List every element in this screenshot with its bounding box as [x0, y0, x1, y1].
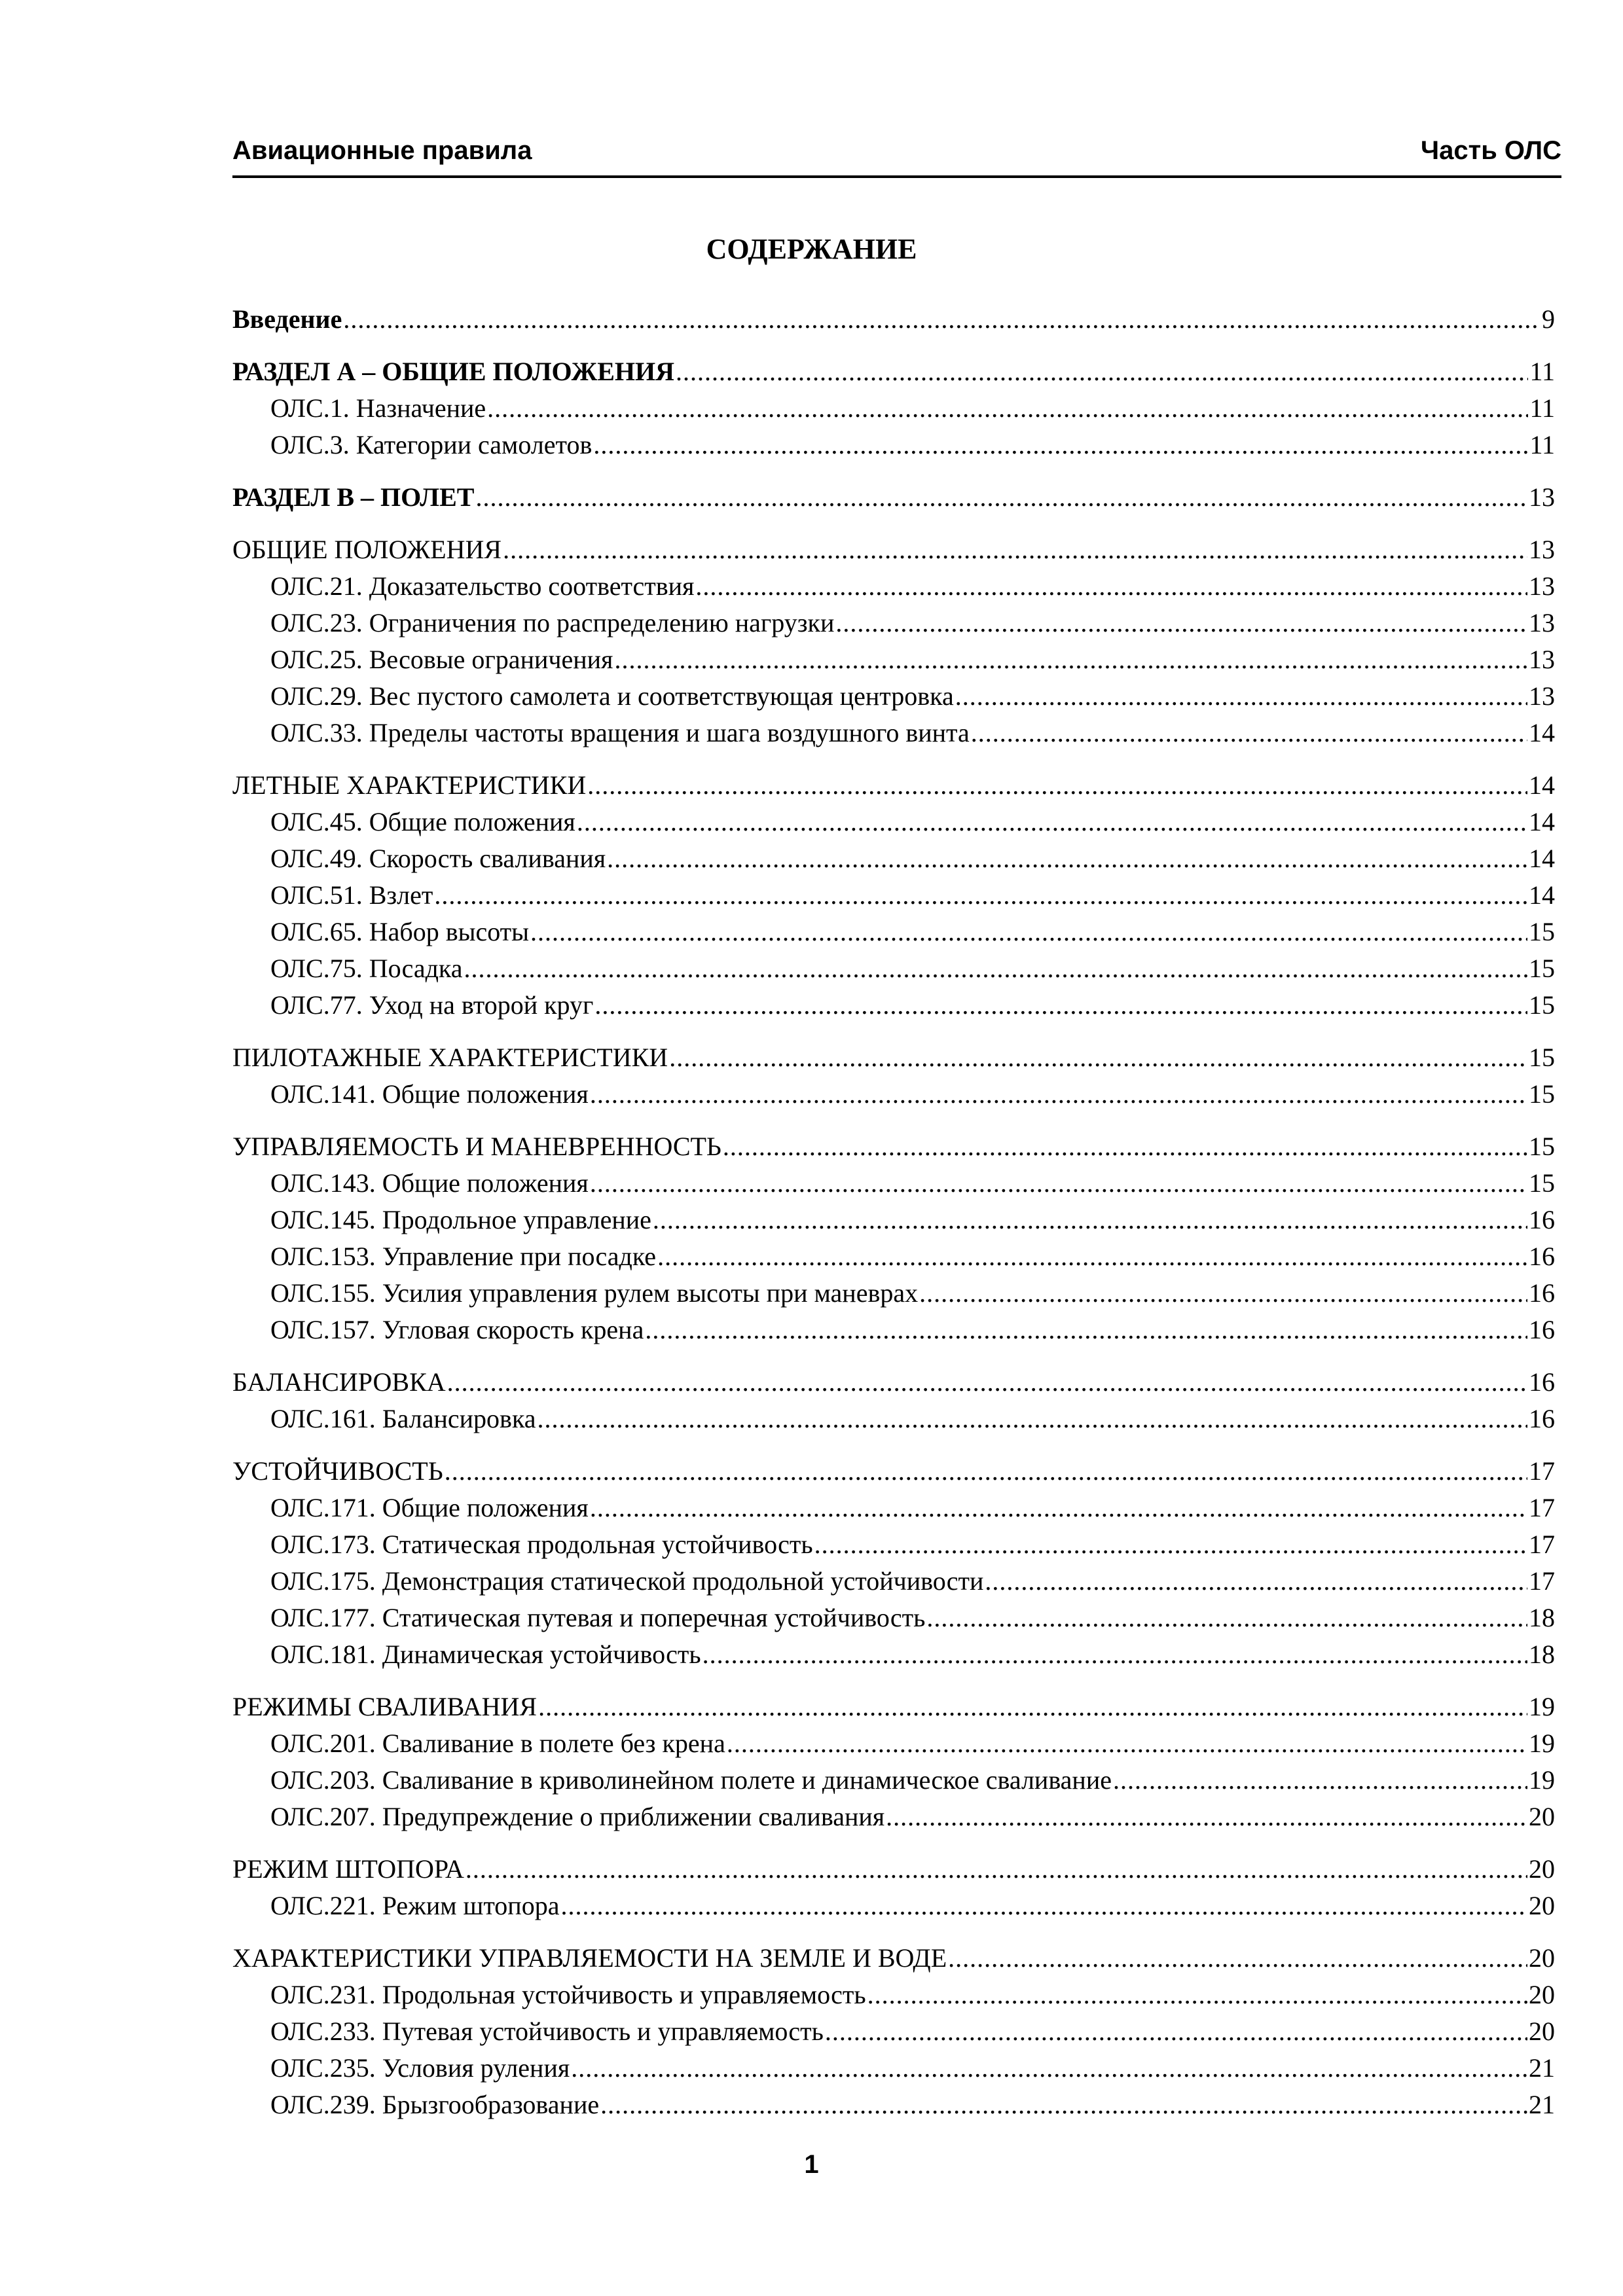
toc-entry — [232, 1888, 1555, 1924]
toc-leader-dots — [985, 1563, 1527, 1600]
toc-entry — [232, 641, 1555, 678]
toc-entry-label: ОЛС.207. Предупреждение о приближении сваливания — [270, 1802, 885, 1831]
toc-section-heading — [232, 531, 1555, 568]
toc-entry-page-number: 18 — [1529, 1603, 1555, 1632]
toc-entry-page-number: 16 — [1529, 1242, 1555, 1271]
toc-entry-label: ЛЕТНЫЕ ХАРАКТЕРИСТИКИ — [232, 770, 587, 800]
toc-entry-page-number: 19 — [1529, 1729, 1555, 1758]
toc-entry — [232, 1076, 1555, 1113]
toc-leader-dots — [971, 715, 1527, 751]
toc-entry-label: ОБЩИЕ ПОЛОЖЕНИЯ — [232, 535, 502, 564]
toc-entry-page-number: 14 — [1529, 844, 1555, 873]
toc-entry-label: ПИЛОТАЖНЫЕ ХАРАКТЕРИСТИКИ — [232, 1043, 668, 1072]
toc-entry — [232, 390, 1555, 427]
toc-entry-page-number: 13 — [1529, 681, 1555, 711]
toc-section-heading — [232, 767, 1555, 804]
toc-entry — [232, 1799, 1555, 1835]
toc-entry — [232, 678, 1555, 715]
toc-leader-dots — [447, 1364, 1527, 1401]
toc-leader-dots — [926, 1600, 1527, 1636]
toc-leader-dots — [702, 1636, 1527, 1673]
toc-entry-label: ОЛС.75. Посадка — [270, 954, 463, 983]
toc-leader-dots — [475, 479, 1527, 516]
toc-entry-page-number: 20 — [1529, 1980, 1555, 2009]
toc-entry-label: РЕЖИМЫ СВАЛИВАНИЯ — [232, 1692, 538, 1721]
toc-entry-label: ОЛС.155. Усилия управления рулем высоты при маневрах — [270, 1278, 919, 1308]
toc-section-heading — [232, 1453, 1555, 1490]
toc-entry-page-number: 16 — [1529, 1278, 1555, 1308]
toc-entry — [232, 840, 1555, 877]
toc-leader-dots — [590, 1490, 1527, 1526]
toc-entry-label: ОЛС.21. Доказательство соответствия — [270, 571, 695, 601]
toc-section-heading — [232, 1039, 1555, 1076]
toc-leader-dots — [560, 1888, 1527, 1924]
toc-entry-label: Введение — [232, 304, 342, 334]
toc-leader-dots — [645, 1312, 1527, 1348]
toc-leader-dots — [577, 804, 1527, 840]
toc-leader-dots — [1113, 1762, 1527, 1799]
toc-entry — [232, 1312, 1555, 1348]
toc-leader-dots — [600, 2087, 1527, 2123]
toc-leader-dots — [590, 1076, 1527, 1113]
toc-leader-dots — [653, 1202, 1527, 1238]
toc-entry — [232, 950, 1555, 987]
toc-entry — [232, 568, 1555, 605]
toc-section-heading — [232, 1940, 1555, 1977]
toc-leader-dots — [919, 1275, 1527, 1312]
toc-entry-page-number: 11 — [1529, 430, 1555, 459]
toc-entry-page-number: 20 — [1529, 1891, 1555, 1920]
toc-entry — [232, 1762, 1555, 1799]
toc-leader-dots — [464, 950, 1527, 987]
toc-entry — [232, 1526, 1555, 1563]
toc-leader-dots — [614, 641, 1527, 678]
toc-leader-dots — [607, 840, 1527, 877]
toc-leader-dots — [587, 767, 1527, 804]
toc-entry-page-number: 15 — [1529, 1079, 1555, 1109]
toc-entry-page-number: 15 — [1529, 917, 1555, 946]
toc-entry — [232, 877, 1555, 914]
toc-entry-label: ОЛС.181. Динамическая устойчивость — [270, 1640, 701, 1669]
toc-entry-page-number: 17 — [1529, 1493, 1555, 1522]
toc-entry-page-number: 15 — [1529, 1132, 1555, 1161]
toc-entry-label: ОЛС.231. Продольная устойчивость и управляемость — [270, 1980, 866, 2009]
toc-entry — [232, 2050, 1555, 2087]
toc-entry-label: ОЛС.65. Набор высоты — [270, 917, 530, 946]
toc-entry-page-number: 9 — [1542, 304, 1555, 334]
toc-section-heading — [232, 1364, 1555, 1401]
toc-entry-page-number: 19 — [1529, 1692, 1555, 1721]
toc-entry-page-number: 17 — [1529, 1530, 1555, 1559]
toc-entry — [232, 605, 1555, 641]
toc-entry-page-number: 13 — [1529, 482, 1555, 512]
toc-entry-label: ОЛС.29. Вес пустого самолета и соответствующая центровка — [270, 681, 954, 711]
toc-entry-page-number: 20 — [1529, 2017, 1555, 2046]
toc-leader-dots — [465, 1851, 1527, 1888]
toc-leader-dots — [445, 1453, 1527, 1490]
toc-leader-dots — [835, 605, 1527, 641]
toc-leader-dots — [503, 531, 1527, 568]
toc-leader-dots — [669, 1039, 1527, 1076]
toc-leader-dots — [538, 1401, 1527, 1437]
toc-entry-page-number: 16 — [1529, 1404, 1555, 1433]
toc-entry-label: ОЛС.171. Общие положения — [270, 1493, 589, 1522]
toc-leader-dots — [814, 1526, 1527, 1563]
toc-entry-label: ОЛС.141. Общие положения — [270, 1079, 589, 1109]
toc-leader-dots — [955, 678, 1527, 715]
toc-entry-label: ОЛС.239. Брызгообразование — [270, 2090, 600, 2119]
toc-entry-label: УСТОЙЧИВОСТЬ — [232, 1456, 443, 1486]
toc-leader-dots — [657, 1238, 1527, 1275]
toc-entry-page-number: 15 — [1529, 954, 1555, 983]
toc-entry — [232, 987, 1555, 1024]
toc-leader-dots — [948, 1940, 1527, 1977]
toc-entry-page-number: 19 — [1529, 1765, 1555, 1795]
toc-entry-label: ОЛС.49. Скорость сваливания — [270, 844, 606, 873]
toc-entry-label: ОЛС.203. Сваливание в криволинейном полете и динамическое сваливание — [270, 1765, 1112, 1795]
toc-entry-page-number: 14 — [1529, 880, 1555, 910]
toc-leader-dots — [825, 2013, 1527, 2050]
toc-entry-label: ОЛС.33. Пределы частоты вращения и шага воздушного винта — [270, 718, 970, 747]
toc-entry — [232, 914, 1555, 950]
toc-leader-dots — [487, 390, 1528, 427]
toc-leader-dots — [886, 1799, 1527, 1835]
toc-entry-page-number: 17 — [1529, 1566, 1555, 1596]
toc-entry-label: ОЛС.177. Статическая путевая и поперечная устойчивость — [270, 1603, 926, 1632]
toc-entry-page-number: 20 — [1529, 1943, 1555, 1973]
toc-entry-page-number: 16 — [1529, 1367, 1555, 1397]
table-of-contents — [232, 301, 1555, 2123]
toc-entry-label: ОЛС.157. Угловая скорость крена — [270, 1315, 644, 1344]
toc-entry-label: РАЗДЕЛ В – ПОЛЕТ — [232, 482, 475, 512]
toc-entry-label: ОЛС.235. Условия руления — [270, 2053, 570, 2083]
toc-entry-label: УПРАВЛЯЕМОСТЬ И МАНЕВРЕННОСТЬ — [232, 1132, 721, 1161]
toc-entry — [232, 1275, 1555, 1312]
toc-entry — [232, 1636, 1555, 1673]
toc-entry — [232, 1600, 1555, 1636]
toc-entry — [232, 1202, 1555, 1238]
toc-leader-dots — [590, 1165, 1527, 1202]
toc-entry-label: ОЛС.1. Назначение — [270, 393, 486, 423]
page-title: СОДЕРЖАНИЕ — [706, 233, 917, 265]
toc-entry-label: ОЛС.173. Статическая продольная устойчивость — [270, 1530, 813, 1559]
toc-leader-dots — [676, 353, 1528, 390]
toc-entry-page-number: 13 — [1529, 645, 1555, 674]
toc-entry-page-number: 14 — [1529, 718, 1555, 747]
toc-entry-page-number: 20 — [1529, 1802, 1555, 1831]
toc-entry-page-number: 16 — [1529, 1205, 1555, 1234]
toc-entry — [232, 804, 1555, 840]
toc-leader-dots — [594, 987, 1527, 1024]
header-document-title: Авиационные правила — [232, 136, 532, 165]
toc-entry — [232, 1238, 1555, 1275]
toc-entry-page-number: 15 — [1529, 1043, 1555, 1072]
toc-entry-label: ОЛС.77. Уход на второй круг — [270, 990, 594, 1020]
toc-entry-label: ОЛС.51. Взлет — [270, 880, 433, 910]
toc-section-heading — [232, 1851, 1555, 1888]
toc-leader-dots — [434, 877, 1527, 914]
toc-entry-page-number: 14 — [1529, 807, 1555, 836]
toc-section-heading — [232, 353, 1555, 390]
toc-entry-page-number: 11 — [1529, 393, 1555, 423]
toc-entry-page-number: 21 — [1529, 2053, 1555, 2083]
toc-entry-page-number: 15 — [1529, 1168, 1555, 1198]
toc-entry-label: ОЛС.3. Категории самолетов — [270, 430, 593, 459]
toc-entry-page-number: 17 — [1529, 1456, 1555, 1486]
toc-entry-page-number: 11 — [1529, 357, 1555, 386]
header-part-label: Часть ОЛС — [1421, 136, 1561, 165]
toc-entry — [232, 1165, 1555, 1202]
toc-entry-label: ОЛС.175. Демонстрация статической продольной устойчивости — [270, 1566, 984, 1596]
page-number: 1 — [804, 2150, 819, 2179]
toc-entry — [232, 2013, 1555, 2050]
toc-entry-label: ОЛС.23. Ограничения по распределению нагрузки — [270, 608, 835, 637]
toc-leader-dots — [727, 1725, 1527, 1762]
toc-leader-dots — [593, 427, 1528, 463]
toc-leader-dots — [723, 1128, 1527, 1165]
page-header — [232, 136, 1561, 178]
toc-entry-label: ОЛС.201. Сваливание в полете без крена — [270, 1729, 725, 1758]
toc-entry-page-number: 20 — [1529, 1854, 1555, 1884]
toc-entry-label: ОЛС.143. Общие положения — [270, 1168, 589, 1198]
toc-entry-label: ОЛС.25. Весовые ограничения — [270, 645, 613, 674]
toc-entry-label: ОЛС.161. Балансировка — [270, 1404, 536, 1433]
toc-section-heading — [232, 479, 1555, 516]
toc-entry-label: ОЛС.221. Режим штопора — [270, 1891, 560, 1920]
toc-entry-label: ОЛС.145. Продольное управление — [270, 1205, 651, 1234]
toc-entry — [232, 715, 1555, 751]
toc-entry-page-number: 16 — [1529, 1315, 1555, 1344]
toc-entry — [232, 1725, 1555, 1762]
toc-entry — [232, 427, 1555, 463]
toc-entry — [232, 1401, 1555, 1437]
toc-entry-label: ОЛС.233. Путевая устойчивость и управляемость — [270, 2017, 824, 2046]
toc-entry — [232, 1563, 1555, 1600]
toc-entry — [232, 2087, 1555, 2123]
toc-entry-page-number: 18 — [1529, 1640, 1555, 1669]
toc-entry-page-number: 13 — [1529, 608, 1555, 637]
toc-entry-page-number: 15 — [1529, 990, 1555, 1020]
toc-entry-label: ОЛС.153. Управление при посадке — [270, 1242, 657, 1271]
toc-entry — [232, 1977, 1555, 2013]
toc-entry-label: РЕЖИМ ШТОПОРА — [232, 1854, 464, 1884]
toc-entry-page-number: 13 — [1529, 535, 1555, 564]
toc-leader-dots — [867, 1977, 1527, 2013]
toc-entry-page-number: 13 — [1529, 571, 1555, 601]
toc-leader-dots — [343, 301, 1541, 338]
toc-leader-dots — [538, 1689, 1527, 1725]
toc-entry-page-number: 21 — [1529, 2090, 1555, 2119]
toc-leader-dots — [571, 2050, 1527, 2087]
toc-leader-dots — [695, 568, 1527, 605]
toc-entry-label: ХАРАКТЕРИСТИКИ УПРАВЛЯЕМОСТИ НА ЗЕМЛЕ И ВОДЕ — [232, 1943, 947, 1973]
toc-entry-label: РАЗДЕЛ А – ОБЩИЕ ПОЛОЖЕНИЯ — [232, 357, 675, 386]
toc-section-heading — [232, 301, 1555, 338]
toc-entry-label: ОЛС.45. Общие положения — [270, 807, 575, 836]
toc-section-heading — [232, 1128, 1555, 1165]
toc-entry-page-number: 14 — [1529, 770, 1555, 800]
toc-leader-dots — [530, 914, 1527, 950]
toc-section-heading — [232, 1689, 1555, 1725]
toc-entry-label: БАЛАНСИРОВКА — [232, 1367, 446, 1397]
toc-entry — [232, 1490, 1555, 1526]
